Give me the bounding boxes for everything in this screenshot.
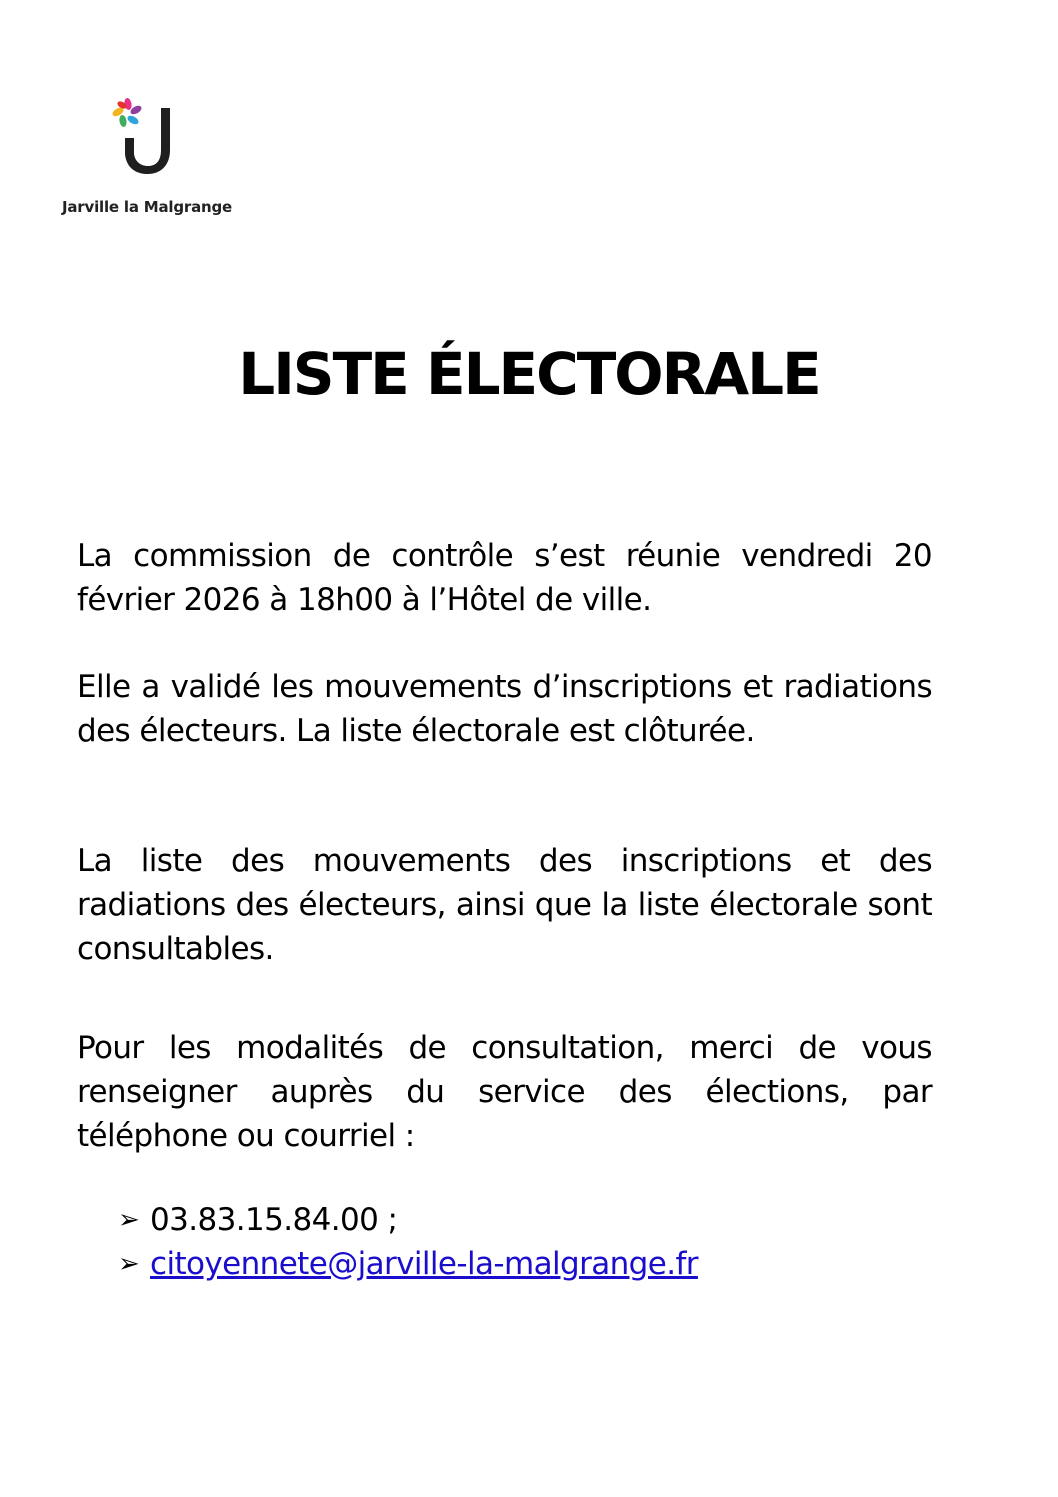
paragraph-modalites: Pour les modalités de consultation, merci de vous renseigner auprès du service des élections, par téléphone ou courriel : bbox=[77, 1030, 932, 1154]
arrow-bullet-icon: ➢ bbox=[118, 1249, 140, 1279]
phone-number: 03.83.15.84.00 ; bbox=[150, 1202, 398, 1238]
contact-phone-item bbox=[118, 1198, 698, 1242]
arrow-bullet-icon: ➢ bbox=[118, 1205, 140, 1235]
jarville-logo-icon bbox=[110, 96, 194, 186]
paragraph-consultable: La liste des mouvements des inscriptions et des radiations des électeurs, ainsi que la liste électorale sont consultables. bbox=[77, 843, 932, 967]
contact-email-item bbox=[118, 1242, 698, 1286]
email-link[interactable]: citoyennete@jarville-la-malgrange.fr bbox=[150, 1246, 698, 1282]
contact-list bbox=[118, 1198, 698, 1286]
flower-icon bbox=[111, 97, 143, 127]
logo-caption: Jarville la Malgrange bbox=[62, 198, 233, 216]
page-title: LISTE ÉLECTORALE bbox=[238, 340, 820, 408]
paragraph-validation: Elle a validé les mouvements d’inscriptions et radiations des électeurs. La liste électorale est clôturée. bbox=[77, 669, 932, 749]
paragraph-commission: La commission de contrôle s’est réunie vendredi 20 février 2026 à 18h00 à l’Hôtel de ville. bbox=[77, 538, 932, 618]
logo bbox=[58, 96, 258, 226]
